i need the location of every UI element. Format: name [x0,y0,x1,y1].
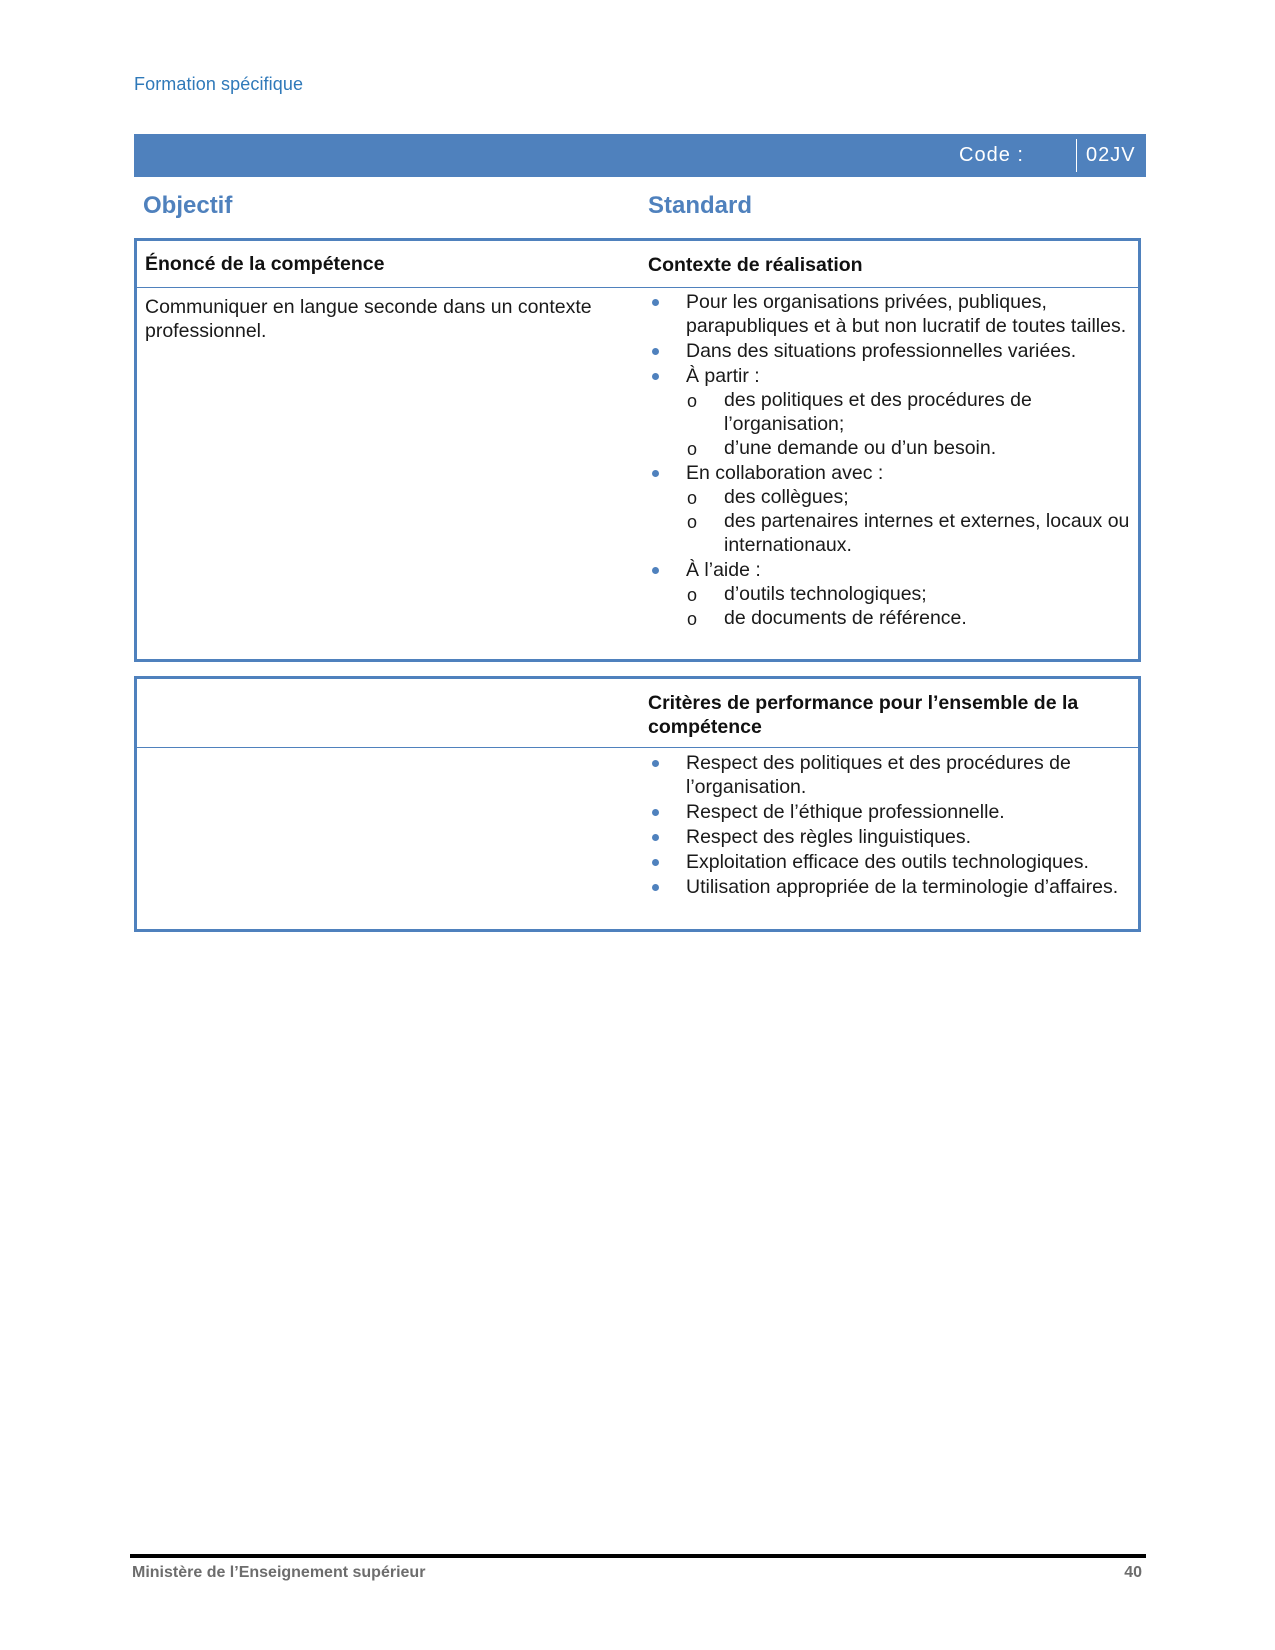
enonce-heading: Énoncé de la compétence [145,253,385,275]
code-bar [134,134,1146,177]
contexte-item [648,339,1138,363]
contexte-item-text: À partir : [686,365,760,387]
contexte-item-text: Pour les organisations privées, publiques, parapubliques et à but non lucratif de toutes tailles. [686,291,1127,337]
running-header: Formation spécifique [134,74,304,94]
contexte-subitem: o des politiques et des procédures de l’organisation; [686,388,1138,436]
contexte-subitem: o d’outils technologiques; [686,582,1138,606]
page-number: 40 [1124,1564,1142,1581]
contexte-subitem: o d’une demande ou d’un besoin. [686,436,1138,460]
code-value: 02JV [1086,144,1136,166]
contexte-item-text: À l’aide : [686,559,761,581]
contexte-list [648,290,1138,631]
criteria-item: Respect des politiques et des procédures de l’organisation. [648,751,1138,799]
footer-ministry: Ministère de l’Enseignement supérieur [132,1564,426,1581]
contexte-item-text: Dans des situations professionnelles variées. [686,340,1077,362]
code-divider [1076,139,1077,172]
contexte-sublist [686,388,1138,460]
competence-table [134,238,1141,662]
criteria-table-header [137,679,1138,748]
contexte-sublist [686,485,1138,557]
criteria-table [134,676,1141,932]
objectif-title: Objectif [143,192,233,219]
criteria-heading: Critères de performance pour l’ensemble de la compétence [648,692,1079,738]
contexte-subitem: o des collègues; [686,485,1138,509]
contexte-item [648,364,1138,460]
contexte-heading: Contexte de réalisation [648,254,863,276]
criteria-item: Utilisation appropriée de la terminologie d’affaires. [648,875,1138,899]
contexte-item [648,290,1138,338]
competence-statement: Communiquer en langue seconde dans un contexte professionnel. [145,296,592,342]
criteria-item: Exploitation efficace des outils technologiques. [648,850,1138,874]
contexte-subitem: o des partenaires internes et externes, locaux ou internationaux. [686,509,1138,557]
criteria-item: Respect de l’éthique professionnelle. [648,800,1138,824]
criteria-list [648,751,1138,900]
competence-table-header [137,241,1138,288]
contexte-subitem: o de documents de référence. [686,606,1138,630]
contexte-item-text: En collaboration avec : [686,462,884,484]
contexte-item [648,461,1138,557]
footer-rule [130,1554,1146,1558]
contexte-item [648,558,1138,630]
criteria-item: Respect des règles linguistiques. [648,825,1138,849]
standard-title: Standard [648,192,753,219]
contexte-sublist [686,582,1138,630]
code-label: Code : [959,144,1024,166]
